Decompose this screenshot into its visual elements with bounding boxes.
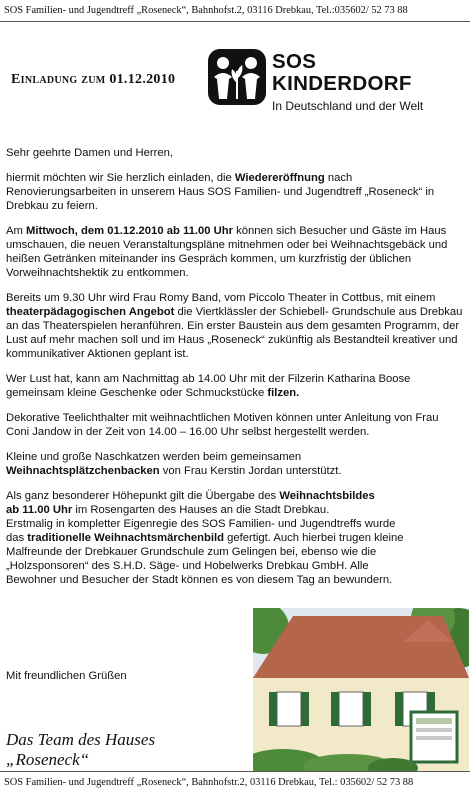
team-line-2: „Roseneck“ [6,750,90,769]
footer-divider [0,771,470,772]
salutation: Sehr geehrte Damen und Herren, [6,147,173,159]
header-divider [0,21,470,22]
team-line-1: Das Team des Hauses [6,730,156,749]
paragraph-highlight: Als ganz besonderer Höhepunkt gilt die Übergabe des Weihnachtsbildes ab 11.00 Uhr im Rosengarten des Hauses an die Stadt Drebkau. Erstmalig in kompletter Eigenregie des SOS Familien- und Jugendtreffs wurde das traditionelle Weihnachtsmärchenbild gefertigt. Auch hierbei trugen kleine Malfreunde der Drebkauer Grundschule zum Gelingen bei, ebenso wie die „Holzsponsoren“ des S.H.D. Säge- und Hobelwerks Drebkau GmbH. Alle Bewohner und Besucher der Stadt können es von diesem Tag an bewundern. [6,490,404,586]
brand-kinderdorf: KINDERDORF [272,71,412,95]
paragraph-tealights: Dekorative Teelichthalter mit weihnachtlichen Motiven können unter Anleitung von Frau Coni Jandow in der Zeit von 14.00 – 16.00 Uhr selbst hergestellt werden. [6,412,439,438]
signature-team [6,730,155,770]
brand-sos: SOS [272,50,317,73]
brand-tagline: In Deutschland und der Welt [272,99,424,113]
sos-kinderdorf-logo-icon [208,49,266,105]
invitation-title: Einladung zum 01.12.2010 [11,72,176,87]
closing-greeting: Mit freundlichen Grüßen [6,670,127,682]
brand-block [272,52,423,112]
letter-body [6,146,464,587]
paragraph-wednesday: Am Mittwoch, dem 01.12.2010 ab 11.00 Uhr können sich Besucher und Gäste im Haus umschauen, die neuen Veranstaltungspläne mitnehmen oder bei Weihnachtsgebäck und heißen Getränken miteinander ins Gespräch kommen, um kurzfristig der üblichen Vorweihnachtshektik zu entkommen. [6,225,448,279]
paragraph-felting: Wer Lust hat, kann am Nachmittag ab 14.00 Uhr mit der Filzerin Katharina Boose gemeinsam kleine Geschenke oder Schmuckstücke filzen. [6,373,411,399]
house-photo [253,608,469,772]
paragraph-baking: Kleine und große Naschkatzen werden beim gemeinsamen Weihnachtsplätzchenbacken von Frau Kerstin Jordan unterstützt. [6,451,342,477]
page-footer: SOS Familien- und Jugendtreff „Roseneck“, Bahnhofstr.2, 03116 Drebkau, Tel.: 035602/ 52 73 88 [4,777,414,788]
paragraph-reopening: hiermit möchten wir Sie herzlich einladen, die Wiedereröffnung nach Renovierungsarbeiten in unserem Haus SOS Familien- und Jugendtreff „Roseneck“ in Drebkau zu feiern. [6,172,435,212]
page-header: SOS Familien- und Jugendtreff „Roseneck“, Bahnhofst.2, 03116 Drebkau, Tel.:035602/ 52 73 88 [4,5,408,16]
paragraph-theater: Bereits um 9.30 Uhr wird Frau Romy Band, vom Piccolo Theater in Cottbus, mit einem theaterpädagogischen Angebot die Viertklässler der Schiebell- Grundschule aus Drebkau an das Theaterspielen heranführen. Ein erster Baustein aus dem gesamten Programm, der Lust auf mehr machen soll und im Haus „Roseneck“ zukünftig als Bestandteil kreativer und kommunikativer Aktionen geplant ist. [6,292,463,360]
